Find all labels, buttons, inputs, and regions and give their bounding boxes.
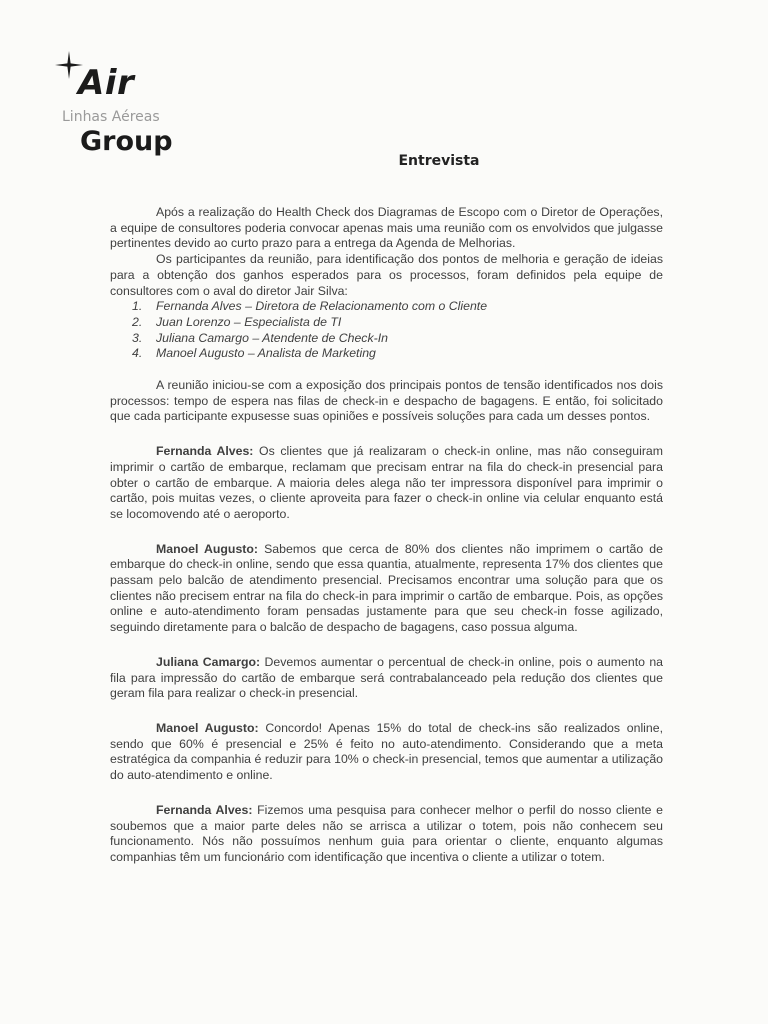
- speaker-name: Juliana Camargo:: [156, 654, 261, 669]
- logo-subtitle: Linhas Aéreas: [62, 109, 160, 125]
- dialogue-paragraph: [110, 721, 663, 784]
- list-item: [110, 315, 663, 331]
- list-number: 4.: [132, 346, 143, 361]
- logo-brand: Air: [78, 63, 135, 103]
- company-logo: [54, 50, 214, 160]
- list-number: 3.: [132, 330, 143, 345]
- participants-list: [110, 299, 663, 362]
- speaker-name: Fernanda Alves:: [156, 802, 253, 817]
- speaker-name: Manoel Augusto:: [156, 720, 259, 735]
- logo-group: Group: [80, 126, 173, 157]
- speaker-name: Fernanda Alves:: [156, 444, 254, 459]
- list-item: [110, 299, 663, 315]
- speaker-text: Concordo! Apenas 15% do total de check-ins são realizados online, sendo que 60% é presencial e 25% é feito no auto-atendimento. Considerando que a meta estratégica da companhia é reduzir para 10% o check-in presencial, temos que aumentar a utilização do auto-atendimento e online.: [110, 720, 664, 783]
- speaker-text: Sabemos que cerca de 80% dos clientes não imprimem o cartão de embarque do check-in online, sendo que essa quantia, atualmente, representa 17% dos clientes que passam pelo balcão de atendimento presencial. Precisamos encontrar uma solução para que os clientes não precisem entrar na fila do check-in para imprimir o cartão de embarque. Pois, as opções online e auto-atendimento foram pensadas justamente para que seu check-in fosse agilizado, seguindo diretamente para o balcão de despacho de bagagens, caso possua alguma.: [110, 541, 663, 635]
- speaker-text: Fizemos uma pesquisa para conhecer melhor o perfil do nosso cliente e soubemos que a maior parte deles não se arrisca a utilizar o totem, pois não conhecem seu funcionamento. Nós não possuímos nenhum guia para orientar o cliente, enquanto algumas companhias têm um funcionário com identificação que incentiva o cliente a utilizar o totem.: [110, 802, 664, 864]
- document-body: [110, 205, 663, 866]
- speaker-name: Manoel Augusto:: [156, 541, 258, 556]
- list-item: [110, 346, 663, 362]
- dialogue-paragraph: [110, 542, 663, 636]
- list-number: 1.: [132, 299, 143, 314]
- list-number: 2.: [132, 314, 143, 329]
- dialogue-paragraph: [110, 803, 663, 866]
- speaker-text: Devemos aumentar o percentual de check-in online, pois o aumento na fila para impressão do cartão de embarque será contrabalanceado pela redução dos clientes que geram fila para realizar o check-in presencial.: [110, 654, 663, 701]
- list-text: Juliana Camargo – Atendente de Check-In: [156, 330, 388, 345]
- dialogue-paragraph: [110, 444, 663, 523]
- list-text: Manoel Augusto – Analista de Marketing: [156, 346, 376, 361]
- list-item: [110, 331, 663, 347]
- meeting-intro-paragraph: A reunião iniciou-se com a exposição dos principais pontos de tensão identificados nos dois processos: tempo de espera nas filas de check-in e despacho de bagagens. E então, foi solicitado que cada participante expusesse suas opiniões e possíveis soluções para cada um desses pontos.: [110, 378, 663, 424]
- list-text: Fernanda Alves – Diretora de Relacionamento com o Cliente: [156, 299, 488, 314]
- dialogue-paragraph: [110, 655, 663, 702]
- list-text: Juan Lorenzo – Especialista de TI: [156, 314, 342, 329]
- speaker-text: Os clientes que já realizaram o check-in online, mas não conseguiram imprimir o cartão de embarque, reclamam que precisam entrar na fila do check-in presencial para obter o cartão de embarque. A maioria deles alega não ter impressora disponível para imprimir o cartão, pois muitas vezes, o cliente aproveita para fazer o check-in online via celular enquanto está se locomovendo até o aeroporto.: [110, 444, 664, 521]
- intro-paragraph-2: Os participantes da reunião, para identificação dos pontos de melhoria e geração de ideias para a obtenção dos ganhos esperados para os processos, foram definidos pela equipe de consultores com o aval do diretor Jair Silva:: [110, 252, 663, 298]
- document-title: Entrevista: [398, 153, 480, 169]
- intro-paragraph-1: Após a realização do Health Check dos Diagramas de Escopo com o Diretor de Operações, a equipe de consultores poderia convocar apenas mais uma reunião com os envolvidos que julgasse pertinentes devido ao curto prazo para a entrega da Agenda de Melhorias.: [110, 205, 663, 251]
